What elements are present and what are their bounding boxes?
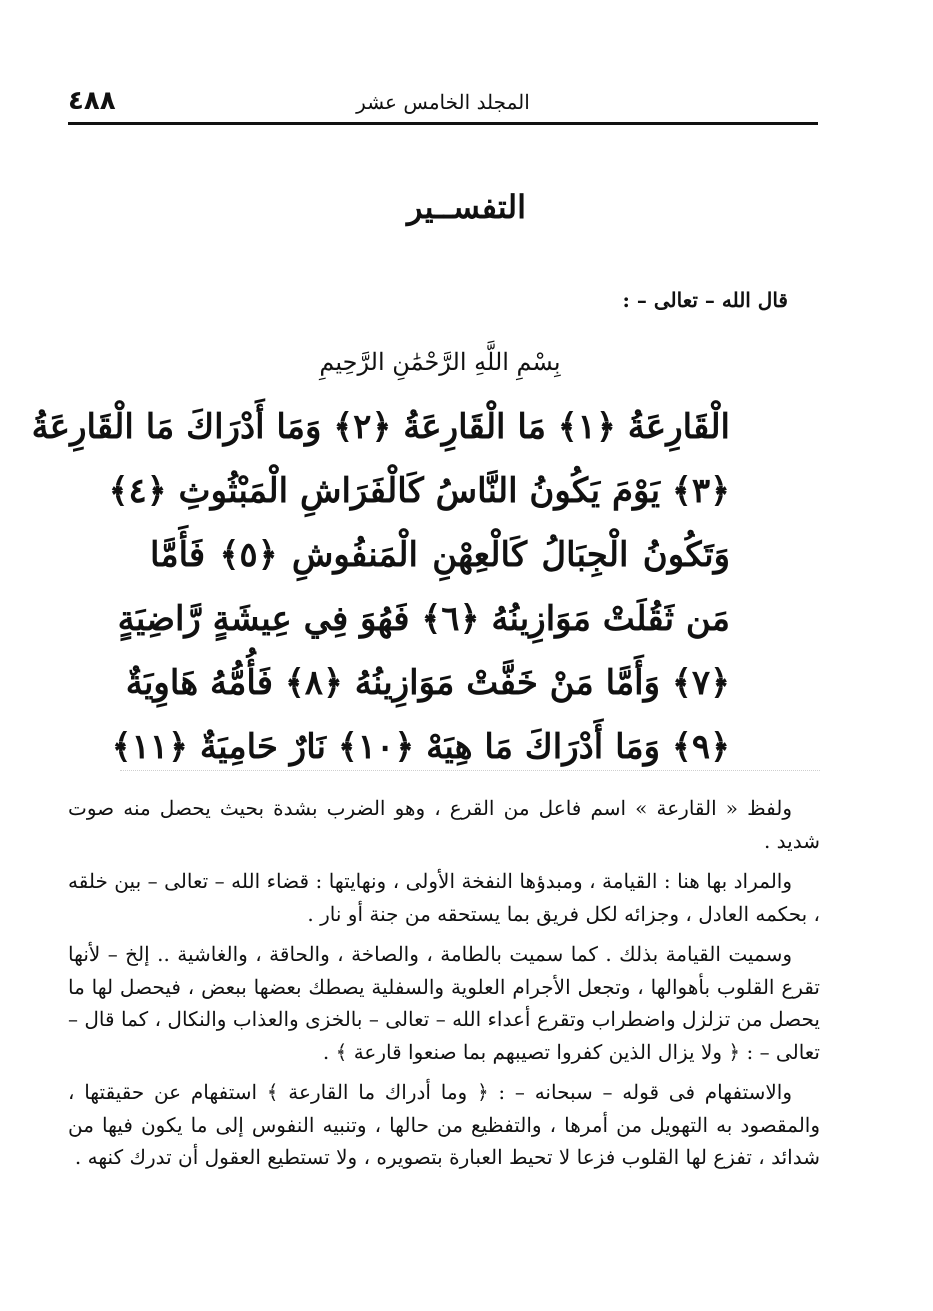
verse-line: ﴿٧﴾ وَأَمَّا مَنْ خَفَّتْ مَوَازِينُهُ ﴿٨﴾ فَأُمُّهُ هَاوِيَةٌ [125, 663, 730, 703]
commentary-body [68, 792, 820, 1182]
quran-verses [31, 395, 730, 779]
paragraph: ولفظ « القارعة » اسم فاعل من القرع ، وهو الضرب بشدة بحيث يحصل منه صوت شديد . [68, 796, 820, 853]
verse-line: ﴿٣﴾ يَوْمَ يَكُونُ النَّاسُ كَالْفَرَاشِ الْمَبْثُوثِ ﴿٤﴾ [108, 471, 730, 511]
basmala: بِسْمِ اللَّهِ الرَّحْمَٰنِ الرَّحِيمِ [319, 348, 561, 376]
section-title: التفســير [406, 188, 527, 226]
intro-line: قال الله – تعالى – : [622, 288, 788, 312]
verse-line: ﴿٩﴾ وَمَا أَدْرَاكَ مَا هِيَهْ ﴿١٠﴾ نَارٌ حَامِيَةٌ ﴿١١﴾ [111, 727, 730, 767]
verse-line: وَتَكُونُ الْجِبَالُ كَالْعِهْنِ الْمَنفُوشِ ﴿٥﴾ فَأَمَّا [150, 535, 730, 575]
running-title: المجلد الخامس عشر [356, 90, 530, 114]
page-number: ٤٨٨ [68, 86, 116, 116]
verse-line: مَن ثَقُلَتْ مَوَازِينُهُ ﴿٦﴾ فَهُوَ فِي عِيشَةٍ رَّاضِيَةٍ [117, 599, 730, 639]
verse-line: الْقَارِعَةُ ﴿١﴾ مَا الْقَارِعَةُ ﴿٢﴾ وَمَا أَدْرَاكَ مَا الْقَارِعَةُ [31, 407, 730, 447]
separator-line [120, 770, 820, 771]
page-header [68, 82, 818, 125]
paragraph: والاستفهام فى قوله – سبحانه – : ﴿ وما أدراك ما القارعة ﴾ استفهام عن حقيقتها ، والمقصود به التهويل من أمرها ، والتفظيع من حالها ، وتنبيه النفوس إلى ما يكون فيها من شدائد ، تفزع لها القلوب فزعا لا تحيط العبارة بتصويره ، ولا تستطيع العقول أن تدرك كنهه . [68, 1080, 820, 1169]
paragraph: وسميت القيامة بذلك . كما سميت بالطامة ، والصاخة ، والحاقة ، والغاشية .. إلخ – لأنها تقرع القلوب بأهوالها ، وتجعل الأجرام العلوية والسفلية يصطك بعضها ببعض ، فيحصل لها ما يحصل من تزلزل واضطراب وتقرع أعداء الله – تعالى – بالخزى والعذاب والنكال ، كما قال – تعالى – : ﴿ ولا يزال الذين كفروا تصيبهم بما صنعوا قارعة ﴾ . [68, 942, 820, 1064]
paragraph: والمراد بها هنا : القيامة ، ومبدؤها النفخة الأولى ، ونهايتها : قضاء الله – تعالى – بين خلقه ، بحكمه العادل ، وجزائه لكل فريق بما يستحقه من جنة أو نار . [68, 869, 820, 926]
